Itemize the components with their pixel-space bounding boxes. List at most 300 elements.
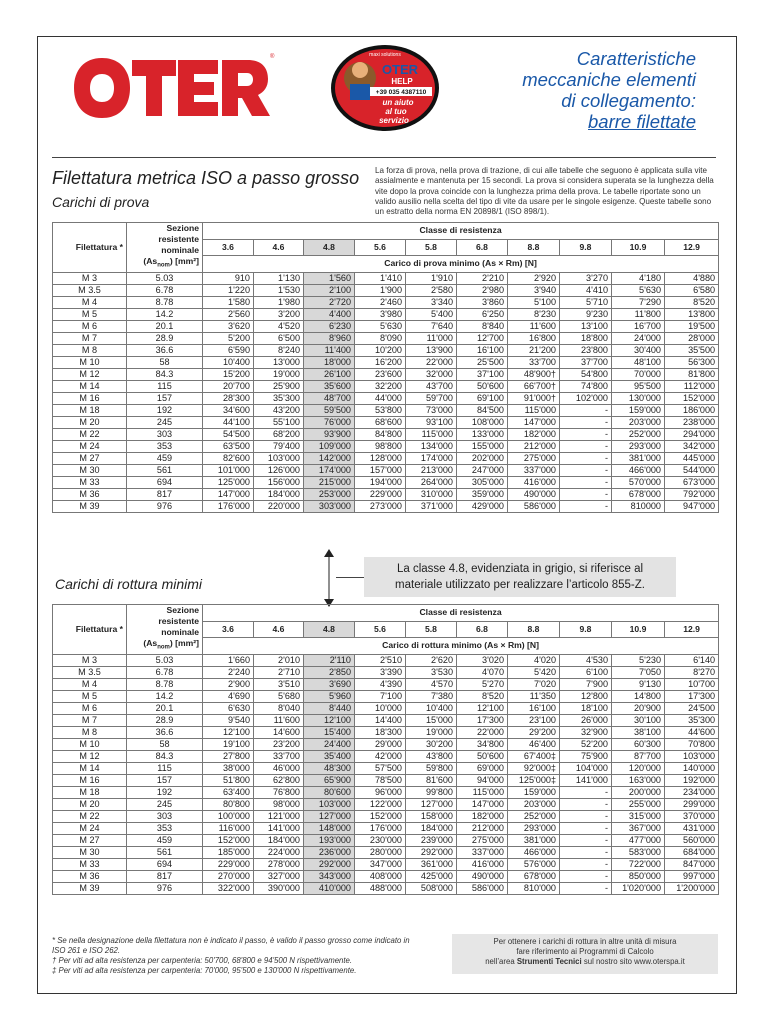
load-value: 3'200 (254, 308, 304, 320)
footnote-2: † Per viti ad alta resistenza per carpenteria: 50'700, 68'800 e 94'500 N rispettivamente. (52, 956, 353, 965)
load-value: 26'100 (304, 368, 355, 380)
load-value: 96'000 (355, 786, 406, 798)
load-value: 8'040 (254, 702, 304, 714)
load-value: 128'000 (355, 452, 406, 464)
load-value: 4'390 (355, 678, 406, 690)
load-value: 99'800 (406, 786, 457, 798)
load-value: 75'900 (560, 750, 612, 762)
load-value: 19'000 (254, 368, 304, 380)
load-value: 125'000‡ (508, 774, 560, 786)
class-header: 4.6 (254, 239, 304, 256)
load-value: 80'800 (203, 798, 254, 810)
load-value: 35'400 (304, 750, 355, 762)
load-value: 156'000 (254, 476, 304, 488)
load-value: 60'300 (612, 738, 665, 750)
load-value: 252'000 (508, 810, 560, 822)
thread-size: M 22 (53, 428, 127, 440)
section-title: Filettatura metrica ISO a passo grosso (52, 168, 360, 188)
load-value: 120'000 (612, 762, 665, 774)
load-value: 230'000 (355, 834, 406, 846)
load-value: 1'220 (203, 284, 254, 296)
class-header: 12.9 (665, 621, 719, 638)
load-value: 6'140 (665, 654, 719, 666)
load-value: 4'880 (665, 272, 719, 284)
load-value: 157'000 (355, 464, 406, 476)
load-value: 68'600 (355, 416, 406, 428)
load-value: 220'000 (254, 500, 304, 512)
load-value: 30'400 (612, 344, 665, 356)
load-value: 810000 (612, 500, 665, 512)
load-value: 1'410 (355, 272, 406, 284)
load-value: 23'600 (355, 368, 406, 380)
load-value: 9'540 (203, 714, 254, 726)
load-value: 48'700 (304, 392, 355, 404)
load-value: 5'230 (612, 654, 665, 666)
section-area: 976 (127, 882, 203, 894)
load-value: 425'000 (406, 870, 457, 882)
load-value: 121'000 (254, 810, 304, 822)
load-value: 586'000 (508, 500, 560, 512)
load-value: 70'000 (612, 368, 665, 380)
load-value: 12'100 (457, 702, 508, 714)
load-value: 8'230 (508, 308, 560, 320)
section-area: 6.78 (127, 284, 203, 296)
section-area: 36.6 (127, 344, 203, 356)
load-value: 8'270 (665, 666, 719, 678)
thread-size: M 3.5 (53, 666, 127, 678)
load-value: 293'000 (612, 440, 665, 452)
load-value: 48'100 (612, 356, 665, 368)
load-value: 264'000 (406, 476, 457, 488)
table-row (53, 476, 719, 488)
load-value: 32'000 (406, 368, 457, 380)
load-value: 18'100 (560, 702, 612, 714)
sezione-line3: nominale (161, 627, 199, 637)
badge-line1: un aiuto (382, 98, 414, 107)
load-value: 5'710 (560, 296, 612, 308)
sezione-line1: Sezione (166, 605, 199, 615)
load-value: 15'000 (406, 714, 457, 726)
load-value: 3'530 (406, 666, 457, 678)
load-value: 76'000 (304, 416, 355, 428)
load-value: 194'000 (355, 476, 406, 488)
load-value: 2'100 (304, 284, 355, 296)
thread-size: M 6 (53, 320, 127, 332)
load-value: 23'200 (254, 738, 304, 750)
load-value: - (560, 488, 612, 500)
header-sezione (127, 605, 203, 655)
load-value: 1'900 (355, 284, 406, 296)
load-value: 182'000 (508, 428, 560, 440)
load-value: 29'000 (355, 738, 406, 750)
load-value: 43'200 (254, 404, 304, 416)
load-value: 103'000 (304, 798, 355, 810)
load-value: 134'000 (406, 440, 457, 452)
load-value: 2'580 (406, 284, 457, 296)
table-row (53, 702, 719, 714)
load-value: - (560, 452, 612, 464)
proof-load-subtitle: Carichi di prova (52, 194, 150, 210)
load-value: 2'460 (355, 296, 406, 308)
load-value: 3'980 (355, 308, 406, 320)
thread-size: M 7 (53, 332, 127, 344)
load-value: 270'000 (203, 870, 254, 882)
load-value: - (560, 846, 612, 858)
load-value: 33'700 (254, 750, 304, 762)
load-value: 63'400 (203, 786, 254, 798)
load-value: 305'000 (457, 476, 508, 488)
load-value: 544'000 (665, 464, 719, 476)
section-area: 14.2 (127, 690, 203, 702)
load-value: 28'300 (203, 392, 254, 404)
load-value: 4'520 (254, 320, 304, 332)
load-value: 44'000 (355, 392, 406, 404)
load-value: 174'000 (304, 464, 355, 476)
load-value: 370'000 (665, 810, 719, 822)
class-header: 5.8 (406, 239, 457, 256)
header-classe: Classe di resistenza (203, 223, 719, 240)
footnote-3: ‡ Per viti ad alta resistenza per carpenteria: 70'000, 95'500 e 130'000 N rispettivamente. (52, 966, 357, 975)
class-header: 10.9 (612, 621, 665, 638)
load-value: 2'900 (203, 678, 254, 690)
load-value: 20'900 (612, 702, 665, 714)
load-value: 12'100 (203, 726, 254, 738)
load-value: 100'000 (203, 810, 254, 822)
load-value: 19'100 (203, 738, 254, 750)
table-row (53, 762, 719, 774)
table-row (53, 786, 719, 798)
load-value: 55'100 (254, 416, 304, 428)
load-value: 73'000 (406, 404, 457, 416)
section-area: 5.03 (127, 654, 203, 666)
load-value: 2'110 (304, 654, 355, 666)
load-value: 3'690 (304, 678, 355, 690)
load-value: 2'210 (457, 272, 508, 284)
table-row (53, 690, 719, 702)
title-line4: barre filettate (588, 111, 696, 132)
section-area: 6.78 (127, 666, 203, 678)
thread-size: M 33 (53, 476, 127, 488)
thread-size: M 10 (53, 738, 127, 750)
load-value: 337'000 (457, 846, 508, 858)
sezione-line1: Sezione (166, 223, 199, 233)
load-value: 59'800 (406, 762, 457, 774)
table-row (53, 284, 719, 296)
load-value: 18'300 (355, 726, 406, 738)
load-value: 130'000 (612, 392, 665, 404)
class-header: 12.9 (665, 239, 719, 256)
table-row (53, 834, 719, 846)
thread-size: M 30 (53, 846, 127, 858)
table-row (53, 452, 719, 464)
load-value: 54'500 (203, 428, 254, 440)
load-value: 5'270 (457, 678, 508, 690)
thread-size: M 3 (53, 272, 127, 284)
load-value: 684'000 (665, 846, 719, 858)
load-value: 74'800 (560, 380, 612, 392)
load-value: 50'600 (457, 380, 508, 392)
section-area: 459 (127, 452, 203, 464)
sezione-line4: $(As_{nom})$ [mm²] (143, 638, 199, 651)
load-value: 560'000 (665, 834, 719, 846)
load-value: 278'000 (254, 858, 304, 870)
header-divider (52, 157, 716, 158)
load-value: 20'700 (203, 380, 254, 392)
table-row (53, 810, 719, 822)
load-value: 115'000 (508, 404, 560, 416)
load-value: 186'000 (665, 404, 719, 416)
table-row (53, 320, 719, 332)
registered-mark: ® (270, 54, 275, 60)
load-value: - (560, 798, 612, 810)
load-value: - (560, 858, 612, 870)
class-header: 8.8 (508, 239, 560, 256)
load-value: 5'630 (355, 320, 406, 332)
load-value: - (560, 834, 612, 846)
load-value: 103'000 (665, 750, 719, 762)
class-header: 9.8 (560, 621, 612, 638)
thread-size: M 27 (53, 834, 127, 846)
load-value: 43'700 (406, 380, 457, 392)
load-value: 13'800 (665, 308, 719, 320)
load-value: 159'000 (508, 786, 560, 798)
load-value: 184'000 (254, 834, 304, 846)
table-row (53, 798, 719, 810)
load-value: 7'640 (406, 320, 457, 332)
intro-paragraph: La forza di prova, nella prova di trazione, di cui alle tabelle che seguono è applicata sulla vite assialmente e mantenuta per 15 secondi. La prova si considera superata se la lunghezza della vite dopo la prova coincide con la lunghezza prima della prova. Le tabelle riportate sono un valido ausilio nella scelta del tipo di vite da usare per le singole esigenze. Queste tabelle sono un estratto della norma EN 20898/1 (ISO 898/1). (375, 166, 714, 217)
load-value: 2'980 (457, 284, 508, 296)
load-value: 327'000 (254, 870, 304, 882)
load-value: 147'000 (203, 488, 254, 500)
load-value: 200'000 (612, 786, 665, 798)
load-value: 15'400 (304, 726, 355, 738)
thread-size: M 20 (53, 798, 127, 810)
thread-size: M 39 (53, 882, 127, 894)
load-value: 17'300 (457, 714, 508, 726)
thread-size: M 14 (53, 380, 127, 392)
load-value: 810'000 (508, 882, 560, 894)
thread-size: M 7 (53, 714, 127, 726)
load-value: 43'800 (406, 750, 457, 762)
load-value: 16'800 (508, 332, 560, 344)
load-value: 67'400‡ (508, 750, 560, 762)
section-area: 459 (127, 834, 203, 846)
load-value: 5'420 (508, 666, 560, 678)
load-value: 127'000 (304, 810, 355, 822)
table-row (53, 296, 719, 308)
load-value: 431'000 (665, 822, 719, 834)
load-value: 9'230 (560, 308, 612, 320)
badge-line3: servizio (379, 116, 409, 125)
section-area: 84.3 (127, 368, 203, 380)
table-row (53, 822, 719, 834)
load-value: 203'000 (612, 416, 665, 428)
load-value: 109'000 (304, 440, 355, 452)
load-value: 82'600 (203, 452, 254, 464)
load-value: 15'200 (203, 368, 254, 380)
load-value: 63'500 (203, 440, 254, 452)
load-value: 247'000 (457, 464, 508, 476)
load-value: 6'500 (254, 332, 304, 344)
load-value: 7'380 (406, 690, 457, 702)
load-value: 66'700† (508, 380, 560, 392)
load-value: 11'600 (254, 714, 304, 726)
load-value: 37'100 (457, 368, 508, 380)
load-value: 6'230 (304, 320, 355, 332)
load-value: 3'510 (254, 678, 304, 690)
load-value: 147'000 (508, 416, 560, 428)
load-value: 212'000 (508, 440, 560, 452)
load-value: 8'520 (457, 690, 508, 702)
load-value: 32'900 (560, 726, 612, 738)
load-value: 343'000 (304, 870, 355, 882)
load-value: 158'000 (406, 810, 457, 822)
load-value: 1'910 (406, 272, 457, 284)
section-area: 20.1 (127, 320, 203, 332)
load-value: 390'000 (254, 882, 304, 894)
load-value: 4'410 (560, 284, 612, 296)
load-value: 80'600 (304, 786, 355, 798)
section-area: 192 (127, 786, 203, 798)
table-row (53, 308, 719, 320)
load-value: 678'000 (612, 488, 665, 500)
load-value: 98'800 (355, 440, 406, 452)
class-header: 5.8 (406, 621, 457, 638)
load-value: 202'000 (457, 452, 508, 464)
load-value: - (560, 404, 612, 416)
load-value: 16'100 (457, 344, 508, 356)
table-row (53, 870, 719, 882)
load-value: 9'130 (612, 678, 665, 690)
class-header: 3.6 (203, 621, 254, 638)
load-value: 4'180 (612, 272, 665, 284)
load-value: 8'090 (355, 332, 406, 344)
oter-logo (72, 52, 275, 124)
thread-size: M 4 (53, 678, 127, 690)
section-area: 353 (127, 440, 203, 452)
load-value: 148'000 (304, 822, 355, 834)
class-header: 9.8 (560, 239, 612, 256)
load-value: 155'000 (457, 440, 508, 452)
load-value: 35'300 (254, 392, 304, 404)
load-value: 1'980 (254, 296, 304, 308)
thread-size: M 24 (53, 822, 127, 834)
load-value: 125'000 (203, 476, 254, 488)
load-value: 416'000 (457, 858, 508, 870)
load-value: 6'580 (665, 284, 719, 296)
section-area: 115 (127, 762, 203, 774)
badge-phone: +39 035 4387110 (375, 89, 427, 96)
load-value: 192'000 (665, 774, 719, 786)
class-header: 8.8 (508, 621, 560, 638)
footbox-line2: fare riferimento ai Programmi di Calcolo (516, 947, 654, 956)
load-value: 3'020 (457, 654, 508, 666)
load-value: 1'130 (254, 272, 304, 284)
load-value: 33'700 (508, 356, 560, 368)
load-value: 152'000 (355, 810, 406, 822)
load-value: 14'400 (355, 714, 406, 726)
load-value: 10'400 (406, 702, 457, 714)
load-value: 416'000 (508, 476, 560, 488)
load-value: 13'100 (560, 320, 612, 332)
badge-caption: maxi solutions (369, 52, 401, 58)
load-value: 16'200 (355, 356, 406, 368)
load-value: 44'100 (203, 416, 254, 428)
badge-oter: OTER (381, 62, 419, 77)
table-row (53, 368, 719, 380)
sezione-line4: $(As_{nom})$ [mm²] (143, 256, 199, 269)
load-value: 17'300 (665, 690, 719, 702)
load-value: 4'070 (457, 666, 508, 678)
load-value: 16'100 (508, 702, 560, 714)
table-row (53, 678, 719, 690)
load-value: 294'000 (665, 428, 719, 440)
load-value: 910 (203, 272, 254, 284)
load-value: 847'000 (665, 858, 719, 870)
load-value: 141'000 (254, 822, 304, 834)
load-value: 275'000 (508, 452, 560, 464)
load-value: 69'100 (457, 392, 508, 404)
load-value: 10'400 (203, 356, 254, 368)
load-value: 78'500 (355, 774, 406, 786)
load-value: 76'800 (254, 786, 304, 798)
load-value: 57'500 (355, 762, 406, 774)
load-value: 850'000 (612, 870, 665, 882)
table-row (53, 356, 719, 368)
load-value: 84'500 (457, 404, 508, 416)
section-area: 694 (127, 858, 203, 870)
title-line1: Caratteristiche (576, 48, 696, 69)
table-row (53, 488, 719, 500)
load-value: 176'000 (355, 822, 406, 834)
gray-class-note (364, 557, 676, 597)
section-area: 84.3 (127, 750, 203, 762)
load-value: 30'100 (612, 714, 665, 726)
load-value: 37'700 (560, 356, 612, 368)
load-value: 22'000 (457, 726, 508, 738)
strumenti-tecnici-link[interactable]: Strumenti Tecnici (516, 957, 582, 966)
load-value: 3'620 (203, 320, 254, 332)
table-row (53, 846, 719, 858)
table-row (53, 654, 719, 666)
load-value: 2'850 (304, 666, 355, 678)
load-value: - (560, 822, 612, 834)
section-area: 353 (127, 822, 203, 834)
load-value: 3'340 (406, 296, 457, 308)
load-value: 3'940 (508, 284, 560, 296)
load-value: - (560, 416, 612, 428)
table-row (53, 738, 719, 750)
section-area: 115 (127, 380, 203, 392)
load-value: 2'510 (355, 654, 406, 666)
load-value: 347'000 (355, 858, 406, 870)
load-value: 5'100 (508, 296, 560, 308)
load-value: 303'000 (304, 500, 355, 512)
load-value: 6'250 (457, 308, 508, 320)
load-value: 253'000 (304, 488, 355, 500)
section-area: 245 (127, 416, 203, 428)
section-area: 157 (127, 774, 203, 786)
section-area: 8.78 (127, 296, 203, 308)
load-value: 176'000 (203, 500, 254, 512)
section-area: 157 (127, 392, 203, 404)
load-value: 337'000 (508, 464, 560, 476)
load-value: 1'020'000 (612, 882, 665, 894)
load-value: 361'000 (406, 858, 457, 870)
load-value: 8'960 (304, 332, 355, 344)
load-value: 46'400 (508, 738, 560, 750)
thread-size: M 12 (53, 368, 127, 380)
